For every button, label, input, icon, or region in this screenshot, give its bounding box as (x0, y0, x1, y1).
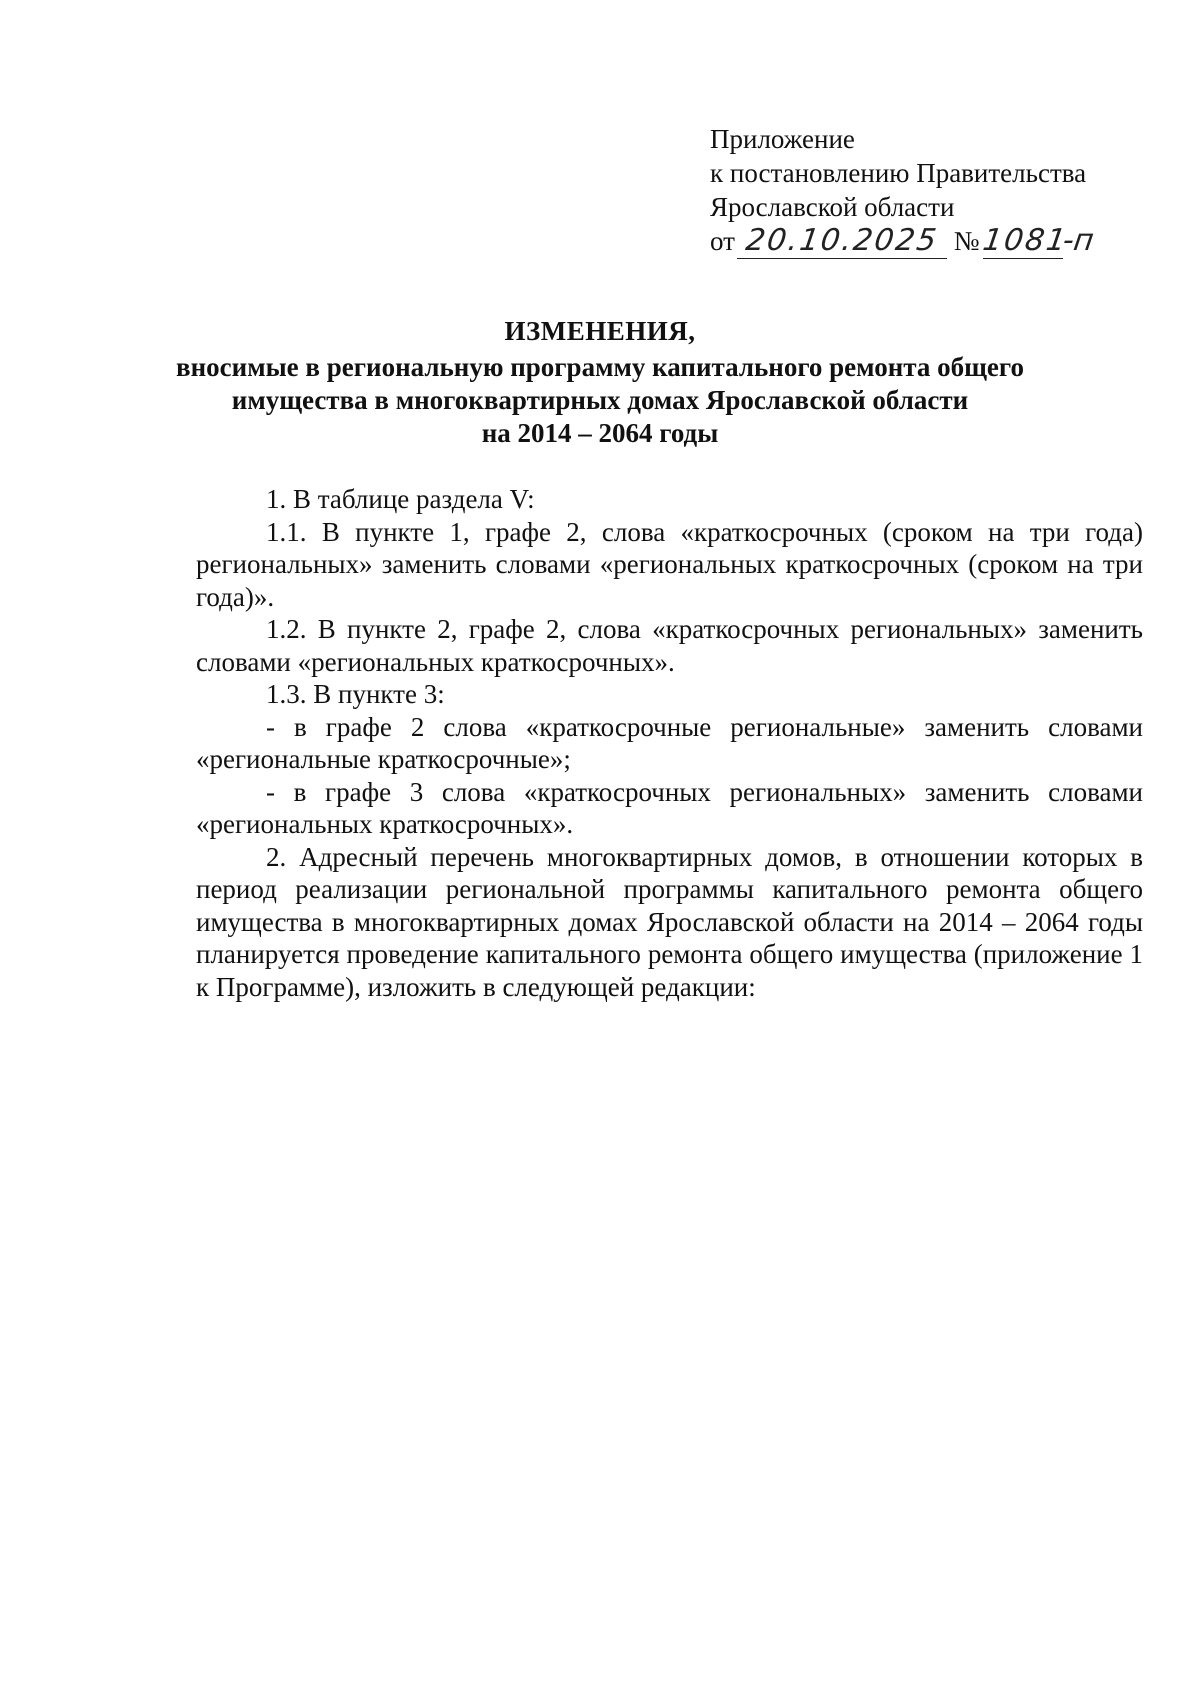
paragraph-2: 2. Адресный перечень многоквартирных домов, в отношении которых в период реализации региональной программы капитального ремонта общего имущества в многоквартирных домах Ярославской области на 2014 – 2064 годы планируется проведение капитального ремонта общего имущества (приложение 1 к Программе), изложить в следующей редакции: (196, 841, 1143, 1002)
appendix-header (710, 122, 1130, 260)
appendix-region: Ярославской области (710, 192, 955, 222)
appendix-title: Приложение (710, 124, 855, 154)
handwritten-number-suffix: -п (1061, 223, 1097, 258)
document-title: ИЗМЕНЕНИЯ, (504, 316, 696, 346)
handwritten-number: 1081 (981, 223, 1071, 258)
number-label: № (953, 226, 980, 256)
paragraph-1-2: 1.2. В пункте 2, графе 2, слова «краткосрочных региональных» заменить словами «региональных краткосрочных». (196, 614, 1143, 677)
subtitle-line-2: имущества в многоквартирных домах Ярославской области (231, 385, 969, 415)
paragraph-1-3: 1.3. В пункте 3: (266, 679, 445, 709)
paragraph-1-3-item-1: - в графе 2 слова «краткосрочные региональные» заменить словами «региональные краткосрочные»; (196, 711, 1143, 774)
document-body (196, 483, 1143, 1003)
subtitle-line-3: на 2014 – 2064 годы (481, 418, 719, 448)
subtitle-line-1: вносимые в региональную программу капитального ремонта общего (176, 352, 1024, 382)
date-blank (737, 224, 947, 259)
paragraph-1-1: 1.1. В пункте 1, графе 2, слова «краткосрочных (сроком на три года) региональных» заменить словами «региональных краткосрочных (сроком на три года)». (196, 516, 1143, 612)
from-label: от (710, 226, 735, 256)
document-subtitle (150, 351, 1050, 450)
paragraph-1: 1. В таблице раздела V: (266, 484, 535, 514)
appendix-date-number-line (710, 224, 1130, 260)
number-blank (981, 223, 1071, 259)
paragraph-1-3-item-2: - в графе 3 слова «краткосрочных региональных» заменить словами «региональных краткосрочных». (196, 776, 1143, 839)
appendix-reference: к постановлению Правительства (710, 158, 1087, 188)
handwritten-date: 20.10.2025 (743, 223, 941, 258)
